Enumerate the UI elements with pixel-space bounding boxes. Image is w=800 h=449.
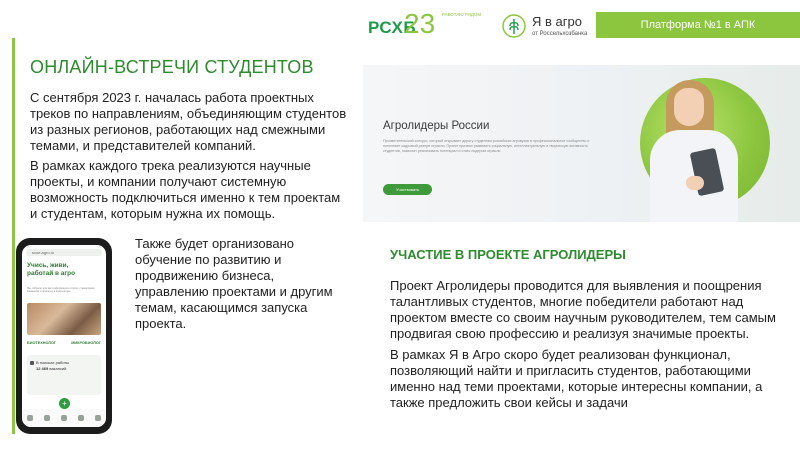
agro-logo-title: Я в агро [532, 14, 582, 29]
nav-favorites-icon[interactable] [61, 415, 67, 421]
phone-tabs [27, 341, 101, 345]
phone-bottom-nav [22, 409, 106, 427]
nav-messages-icon[interactable] [78, 415, 84, 421]
phone-address-bar[interactable]: svoe.agro.ru [26, 249, 102, 256]
page-title: ОНЛАЙН-ВСТРЕЧИ СТУДЕНТОВ [30, 57, 314, 77]
phone-jobs-card-title: В поисках работы [36, 360, 70, 365]
rshb-logo-number: 23 [404, 8, 436, 39]
nav-search-icon[interactable] [44, 415, 50, 421]
banner-student-hand [686, 176, 704, 190]
briefcase-icon [30, 361, 34, 365]
phone-hero-text: Мы собрали для вас информацию о вузах, стажировках, вакансиях и проектах в агросекторе [27, 287, 96, 294]
phone-tab-microbio[interactable]: МИКРОБИОЛОГ [71, 341, 101, 345]
agroleaders-paragraph: Проект Агролидеры проводится для выявления и поощрения талантливых студентов, многие победители работают над проектом вместе со своим научным руководителем, тем самым продвигая свою профессию и реализуя значимые проекты. [390, 278, 776, 341]
rshb-logo-text: РСХБ [368, 18, 417, 37]
section-title: УЧАСТИЕ В ПРОЕКТЕ АГРОЛИДЕРЫ [390, 247, 626, 262]
functionality-paragraph: В рамках Я в Агро скоро будет реализован функционал, позволяющий найти и пригласить студентов, работающими именно над теми проектами, которые интересны компании, а также предложить свои кейсы и задачи [390, 347, 763, 410]
agro-wheat-logo-icon [502, 14, 526, 38]
rshb-logo-tagline: РАБОТАЮ РЯДОМ [442, 12, 481, 17]
tracks-paragraph: В рамках каждого трека реализуются научные проекты, и компании получают системную возможность подключиться именно к тем проектам и студентам, которым нужна их помощь. [30, 158, 341, 221]
accent-stripe [12, 38, 15, 434]
intro-paragraph: С сентября 2023 г. началась работа проектных треков по направлениям, объединяющим студентов из разных регионов, работающих над смежными темами, и представителей компаний. [30, 90, 347, 153]
phone-hero-photo [27, 303, 101, 335]
phone-jobs-card-number: 12 469 вакансий [36, 366, 67, 371]
nav-home-icon[interactable] [27, 415, 33, 421]
phone-add-button[interactable]: + [59, 398, 70, 409]
phone-tab-biotech[interactable]: БИОТЕХНОЛОГ [27, 341, 57, 345]
nav-profile-icon[interactable] [95, 415, 101, 421]
phone-jobs-card-unit: вакансий [49, 366, 67, 371]
agro-logo-subtitle: от Россельхозбанка [532, 31, 588, 37]
participate-button[interactable]: Участвовать [383, 184, 432, 195]
banner-student-face [674, 88, 704, 126]
training-paragraph: Также будет организовано обучение по развитию и продвижению бизнеса, управлению проектами и другим темам, касающимся запуска проекта. [135, 236, 333, 331]
phone-screen [22, 245, 106, 427]
banner-title: Агролидеры России [383, 120, 490, 132]
phone-hero-title: Учись, живи, работай в агро [27, 262, 76, 277]
platform-badge: Платформа №1 в АПК [596, 12, 800, 38]
banner-description: Просветительский конкурс, который открывает дорогу студентам российских агровузов в профессиональное сообщество и пополняет кадровый резерв отрасли. Проект призван развивать социальную, интеллектуальную и творческую активность студентов, позволит реализовать потенциал и стать лидером отрасли [383, 139, 590, 154]
